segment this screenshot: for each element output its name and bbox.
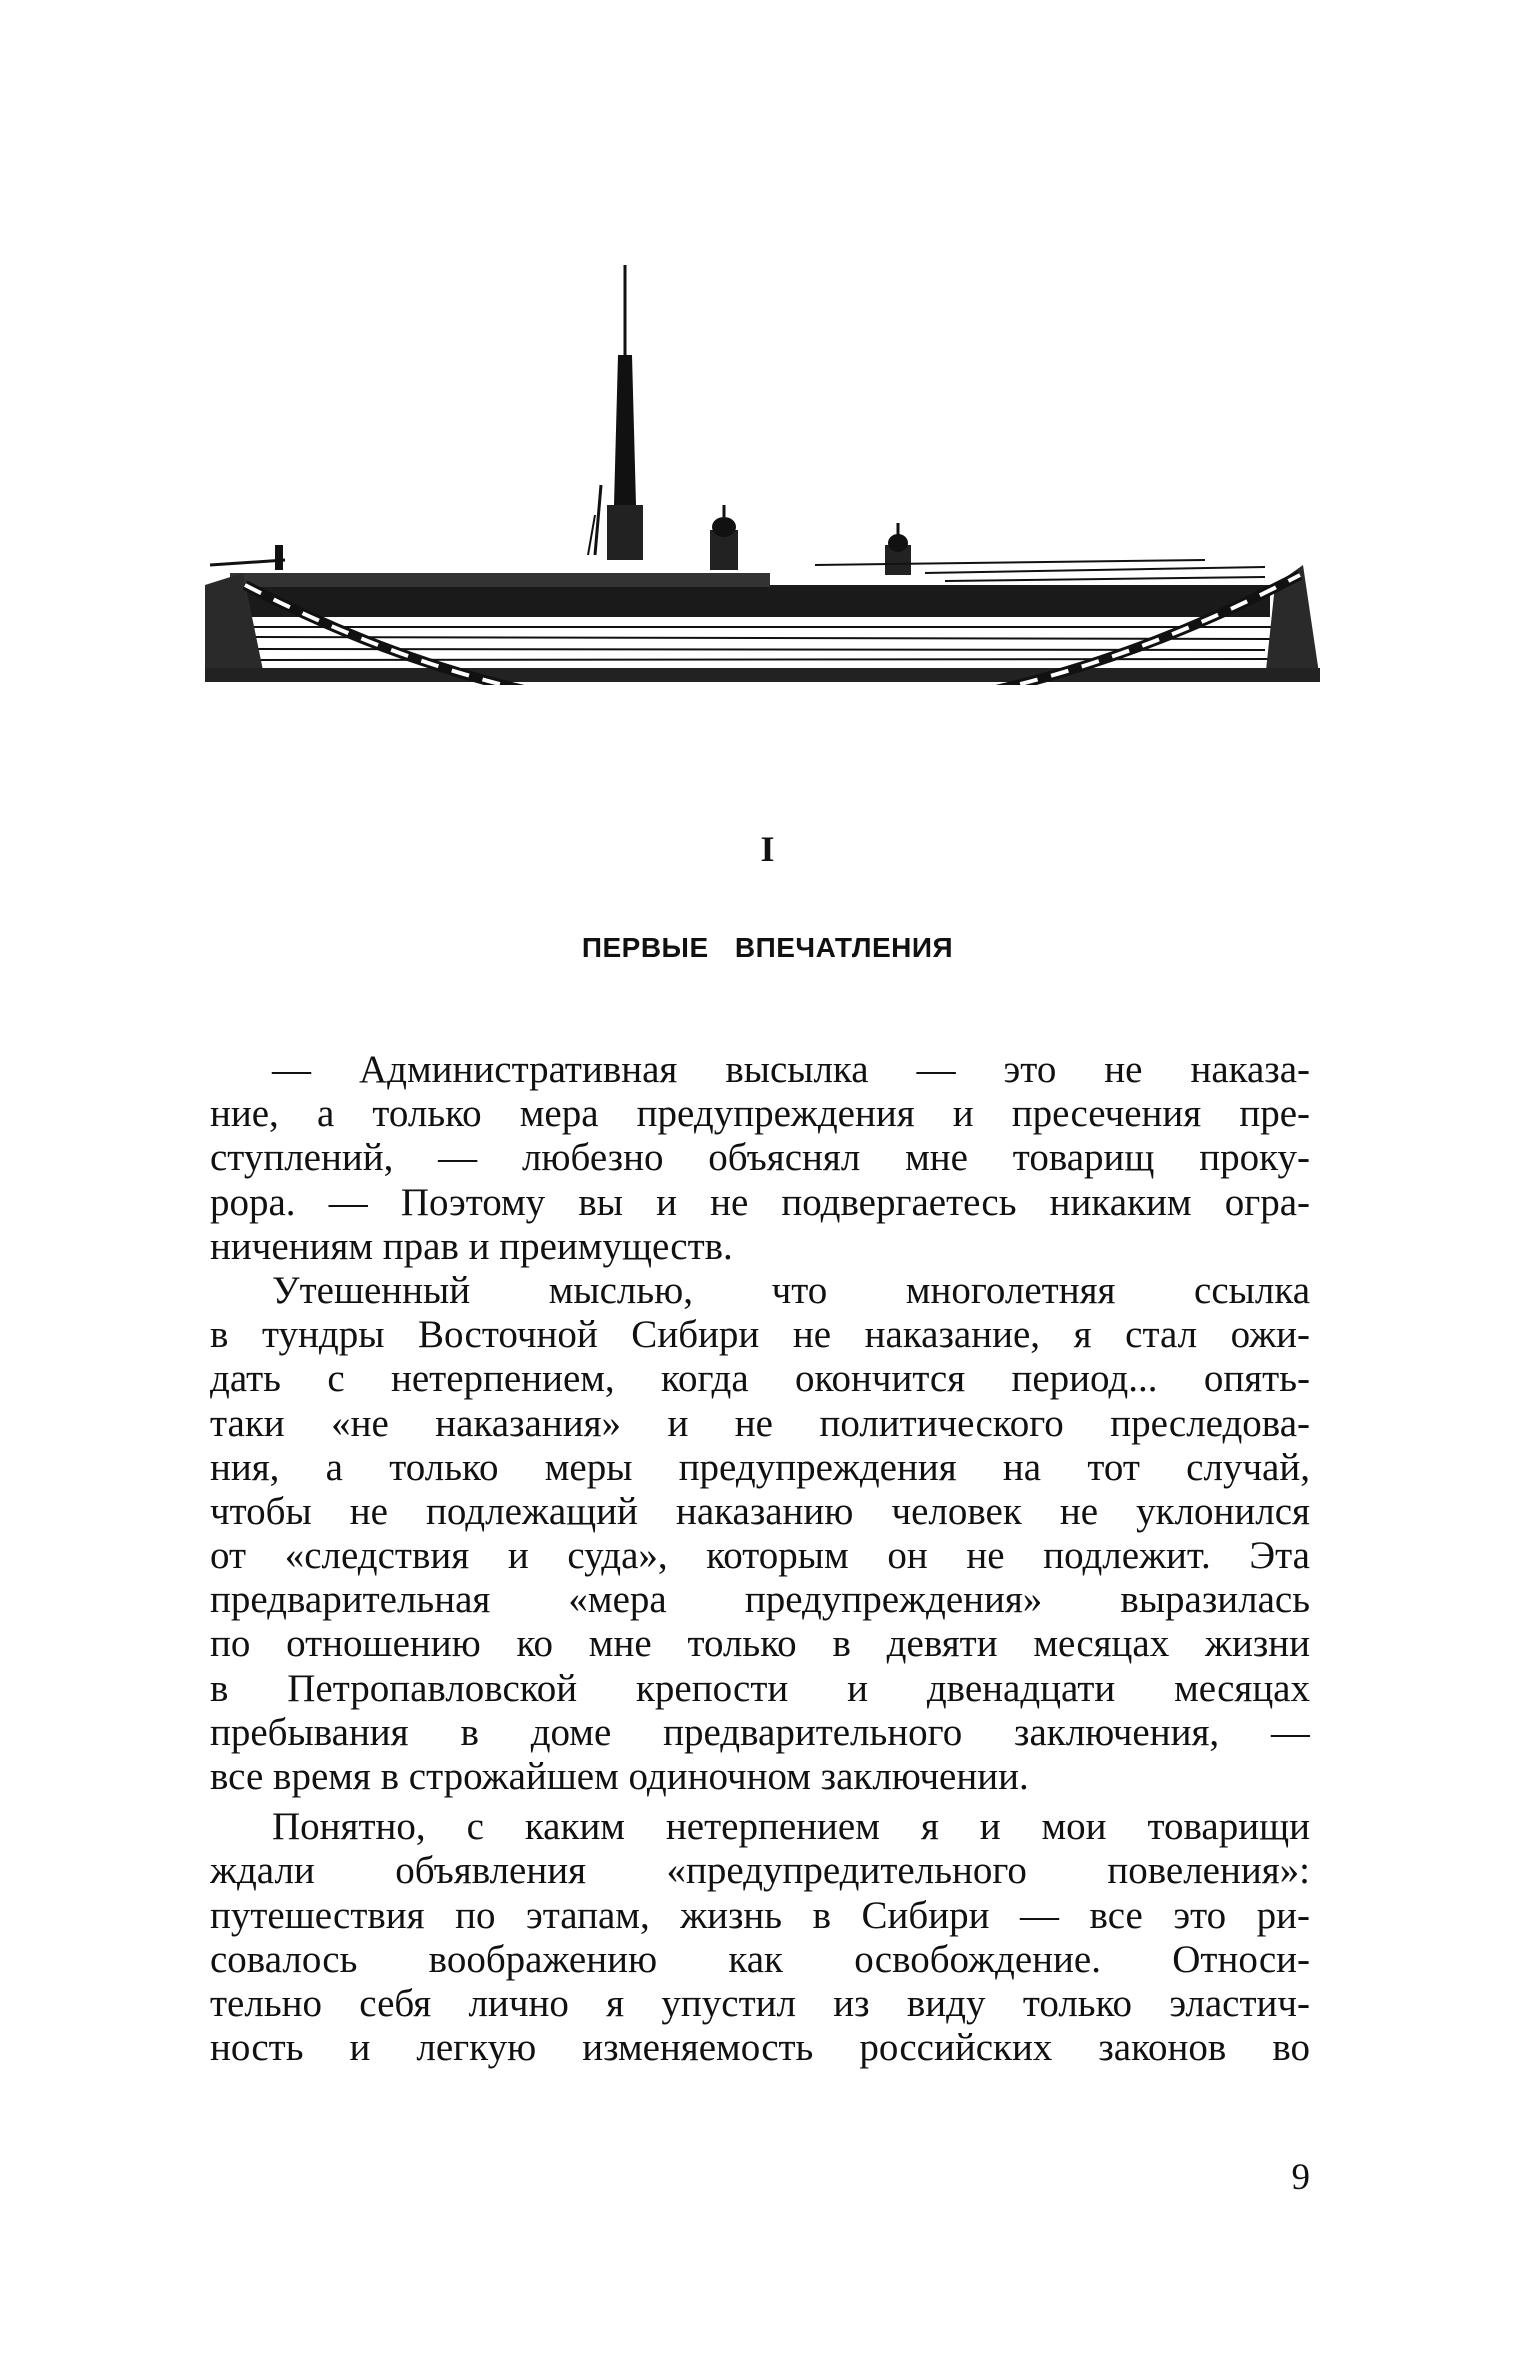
text-line: рора. — Поэтому вы и не подвергаетесь никаким огра-: [210, 1180, 1310, 1224]
chapter-title: ПЕРВЫЕ ВПЕЧАТЛЕНИЯ: [581, 932, 954, 963]
paragraph: [210, 1048, 1310, 1269]
text-line: совалось воображению как освобождение. Относи-: [210, 1937, 1310, 1981]
page-number: 9: [1291, 2157, 1310, 2198]
chapter-number: I: [760, 829, 775, 869]
paragraph: [210, 1805, 1310, 2070]
body-text: [210, 1048, 1310, 2070]
text-line: предварительная «мера предупреждения» выразилась: [210, 1578, 1310, 1622]
text-line: пребывания в доме предварительного заключения, —: [210, 1710, 1310, 1754]
text-line: тельно себя лично я упустил из виду только эластич-: [210, 1981, 1310, 2025]
text-line: от «следствия и суда», которым он не подлежит. Эта: [210, 1534, 1310, 1578]
text-line: Понятно, с каким нетерпением я и мои товарищи: [272, 1805, 1310, 1849]
text-line: чтобы не подлежащий наказанию человек не уклонился: [210, 1489, 1310, 1533]
text-line: ние, а только мера предупреждения и пресечения пре-: [210, 1092, 1310, 1136]
text-line: ждали объявления «предупредительного повеления»:: [210, 1849, 1310, 1893]
text-line: ступлений, — любезно объяснял мне товарищ проку-: [210, 1136, 1310, 1180]
text-line: таки «не наказания» и не политического преследова-: [210, 1401, 1310, 1445]
text-line: в Петропавловской крепости и двенадцати месяцах: [210, 1666, 1310, 1710]
text-line: Утешенный мыслью, что многолетняя ссылка: [272, 1268, 1310, 1312]
text-line: дать с нетерпением, когда окончится период... опять-: [210, 1357, 1310, 1401]
fortress-chain-illustration: [205, 255, 1320, 685]
text-line: ничениям прав и преимуществ.: [210, 1224, 733, 1268]
text-line: все время в строжайшем одиночном заключении.: [210, 1755, 1029, 1798]
paragraph: [210, 1269, 1310, 1799]
text-line: путешествия по этапам, жизнь в Сибири — все это ри-: [210, 1893, 1310, 1937]
text-line: ность и легкую изменяемость российских законов во: [210, 2026, 1310, 2070]
text-line: по отношению ко мне только в девяти месяцах жизни: [210, 1622, 1310, 1666]
text-line: — Административная высылка — это не наказа-: [272, 1048, 1310, 1091]
text-line: в тундры Восточной Сибири не наказание, я стал ожи-: [210, 1313, 1310, 1357]
text-line: ния, а только меры предупреждения на тот случай,: [210, 1445, 1310, 1489]
